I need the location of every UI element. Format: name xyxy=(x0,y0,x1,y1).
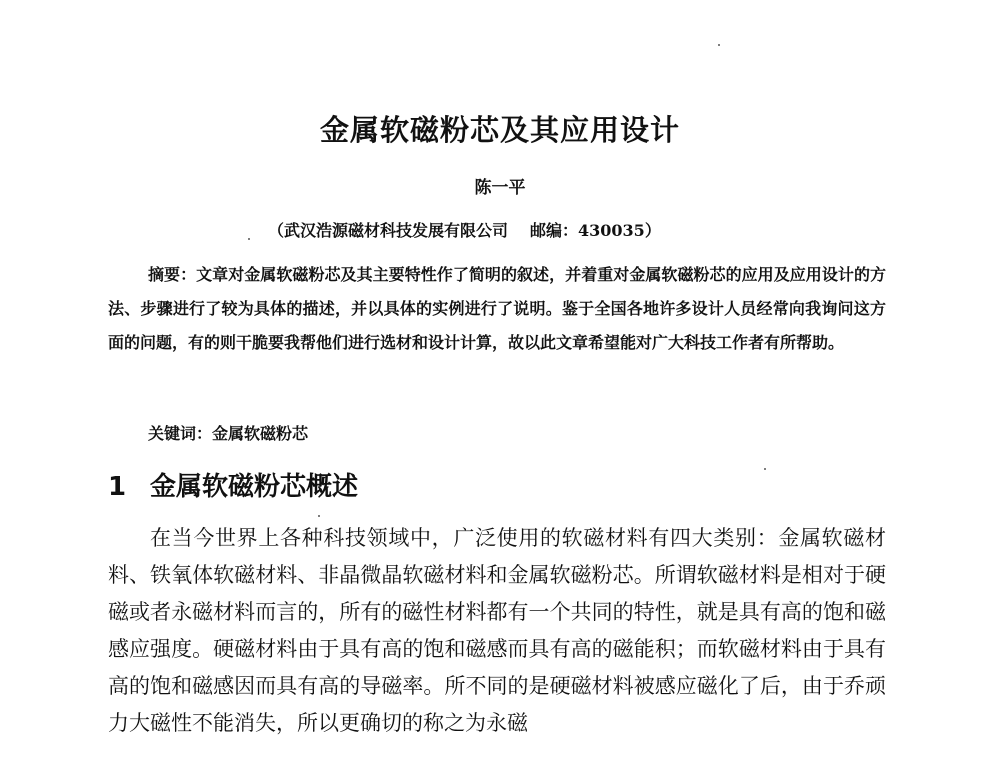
paper-title: 金属软磁粉芯及其应用设计 xyxy=(319,113,680,147)
author-affiliation xyxy=(268,218,661,241)
keywords-line: 关键词：金属软磁粉芯 xyxy=(148,424,309,443)
section-number: 1 xyxy=(108,472,127,502)
scan-speck xyxy=(248,238,250,240)
affiliation-postcode: 邮编：430035） xyxy=(530,221,661,240)
scan-speck xyxy=(718,44,720,46)
affiliation-company: （武汉浩源磁材科技发展有限公司 xyxy=(268,221,509,240)
scan-speck xyxy=(764,468,766,470)
abstract-paragraph: 摘要：文章对金属软磁粉芯及其主要特性作了简明的叙述，并着重对金属软磁粉芯的应用及应用设计的方法、步骤进行了较为具体的描述，并以具体的实例进行了说明。鉴于全国各地许多设计人员经常向我询问这方面的问题，有的则干脆要我帮他们进行选材和设计计算，故以此文章希望能对广大科技工作者有所帮助。 xyxy=(108,265,886,352)
scan-speck xyxy=(318,515,320,517)
section-body-paragraph: 在当今世界上各种科技领域中，广泛使用的软磁材料有四大类别：金属软磁材料、铁氧体软磁材料、非晶微晶软磁材料和金属软磁粉芯。所谓软磁材料是相对于硬磁或者永磁材料而言的，所有的磁性材料都有一个共同的特性，就是具有高的饱和磁感应强度。硬磁材料由于具有高的饱和磁感而具有高的磁能积；而软磁材料由于具有高的饱和磁感因而具有高的导磁率。所不同的是硬磁材料被感应磁化了后，由于乔顽力大磁性不能消失，所以更确切的称之为永磁 xyxy=(108,526,886,735)
section-heading xyxy=(108,466,358,503)
author-name: 陈一平 xyxy=(474,178,526,198)
section-title: 金属软磁粉芯概述 xyxy=(150,472,359,502)
